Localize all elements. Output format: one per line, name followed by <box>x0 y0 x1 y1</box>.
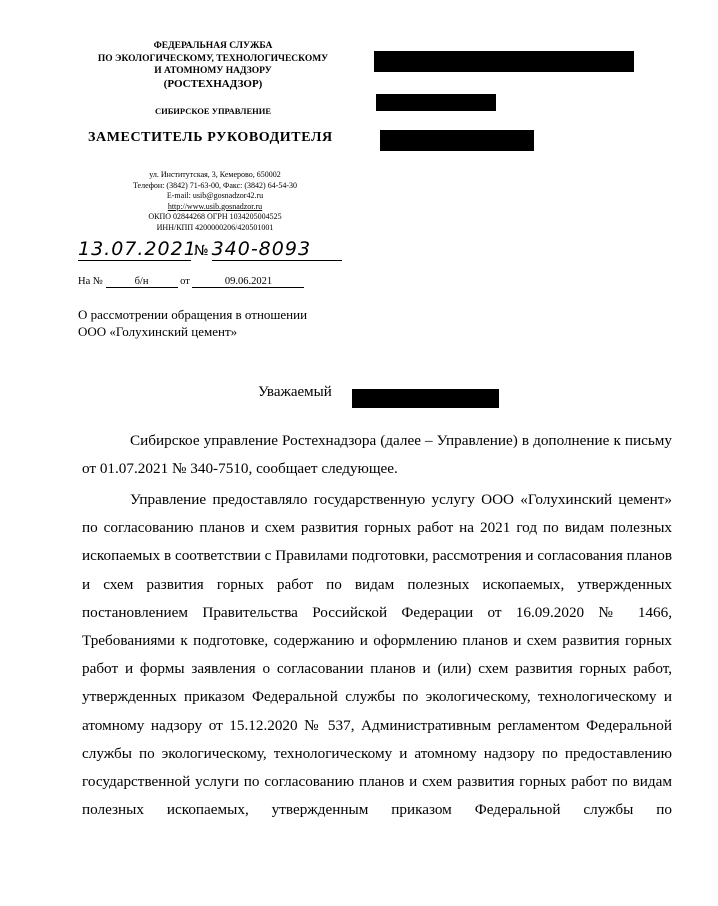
org-line-1: ФЕДЕРАЛЬНАЯ СЛУЖБА <box>153 41 273 51</box>
redacted-recipient-line-1 <box>374 51 634 72</box>
subject-line-1: О рассмотрении обращения в отношении <box>78 307 308 322</box>
letterhead-organization <box>78 40 348 90</box>
contact-email: E-mail: usib@gosnadzor42.ru <box>166 191 264 200</box>
reference-from-label: от <box>180 276 190 287</box>
org-line-4: (РОСТЕХНАДЗОР) <box>163 77 263 90</box>
body-paragraph-1: Сибирское управление Ростехнадзора (далее – Управление) в дополнение к письму от 01.07.2021 № 340-7510, сообщает следующее. <box>82 432 672 478</box>
letterhead-region: СИБИРСКОЕ УПРАВЛЕНИЕ <box>154 106 272 116</box>
greeting: Уважаемый <box>258 384 332 400</box>
subject-line-2: ООО «Голухинский цемент» <box>78 324 238 339</box>
reference-number: б/н <box>106 276 178 288</box>
letter-subject <box>78 306 307 340</box>
letterhead-position: ЗАМЕСТИТЕЛЬ РУКОВОДИТЕЛЯ <box>88 130 333 145</box>
reference-date: 09.06.2021 <box>192 276 304 288</box>
reference-prefix: На № <box>78 276 103 287</box>
contact-address: ул. Институтская, 3, Кемерово, 650002 <box>149 170 281 179</box>
redacted-recipient-line-2 <box>376 94 496 111</box>
org-line-3: И АТОМНОМУ НАДЗОРУ <box>154 66 272 76</box>
letterhead-contacts <box>95 170 335 233</box>
org-line-2: ПО ЭКОЛОГИЧЕСКОМУ, ТЕХНОЛОГИЧЕСКОМУ <box>97 53 329 64</box>
number-sign: № <box>194 243 210 259</box>
contact-okpo: ОКПО 02844268 ОГРН 1034205004525 <box>148 212 282 221</box>
outgoing-number: 340-8093 <box>212 238 342 261</box>
body-paragraph-2: Управление предоставляло государственную услугу ООО «Голухинский цемент» по согласованию планов и схем развития горных работ на 2021 год по видам полезных ископаемых в соответствии с Правилами подготовки, рассмотрения и согласования планов и схем развития горных работ по видам полезных ископаемых, утвержденных постановлением Правительства Российской Федерации от 16.09.2020 № 1466, Требованиями к подготовке, содержанию и оформлению планов и схем развития горных работ и формы заявления о согласовании планов и (или) схем развития горных работ, утвержденных приказом Федеральной службы по экологическому, технологическому и атомному надзору от 15.12.2020 № 537, Административным регламентом Федеральной службы по экологическому, технологическому и атомному надзору по предоставлению государственной услуги по согласованию планов и схем развития горных работ по видам полезных ископаемых, утвержденным приказом Федеральной службы по <box>82 491 672 819</box>
redacted-recipient-line-3 <box>380 130 534 151</box>
contact-inn: ИНН/КПП 4200000206/420501001 <box>156 222 274 232</box>
contact-website: http://www.usib.gosnadzor.ru <box>167 201 263 211</box>
outgoing-date-number <box>78 238 342 261</box>
contact-phone: Телефон: (3842) 71-63-00, Факс: (3842) 64-54-30 <box>132 180 298 190</box>
outgoing-date: 13.07.2021 <box>78 238 197 260</box>
redacted-recipient-name <box>352 389 499 408</box>
reference-line <box>78 276 304 288</box>
